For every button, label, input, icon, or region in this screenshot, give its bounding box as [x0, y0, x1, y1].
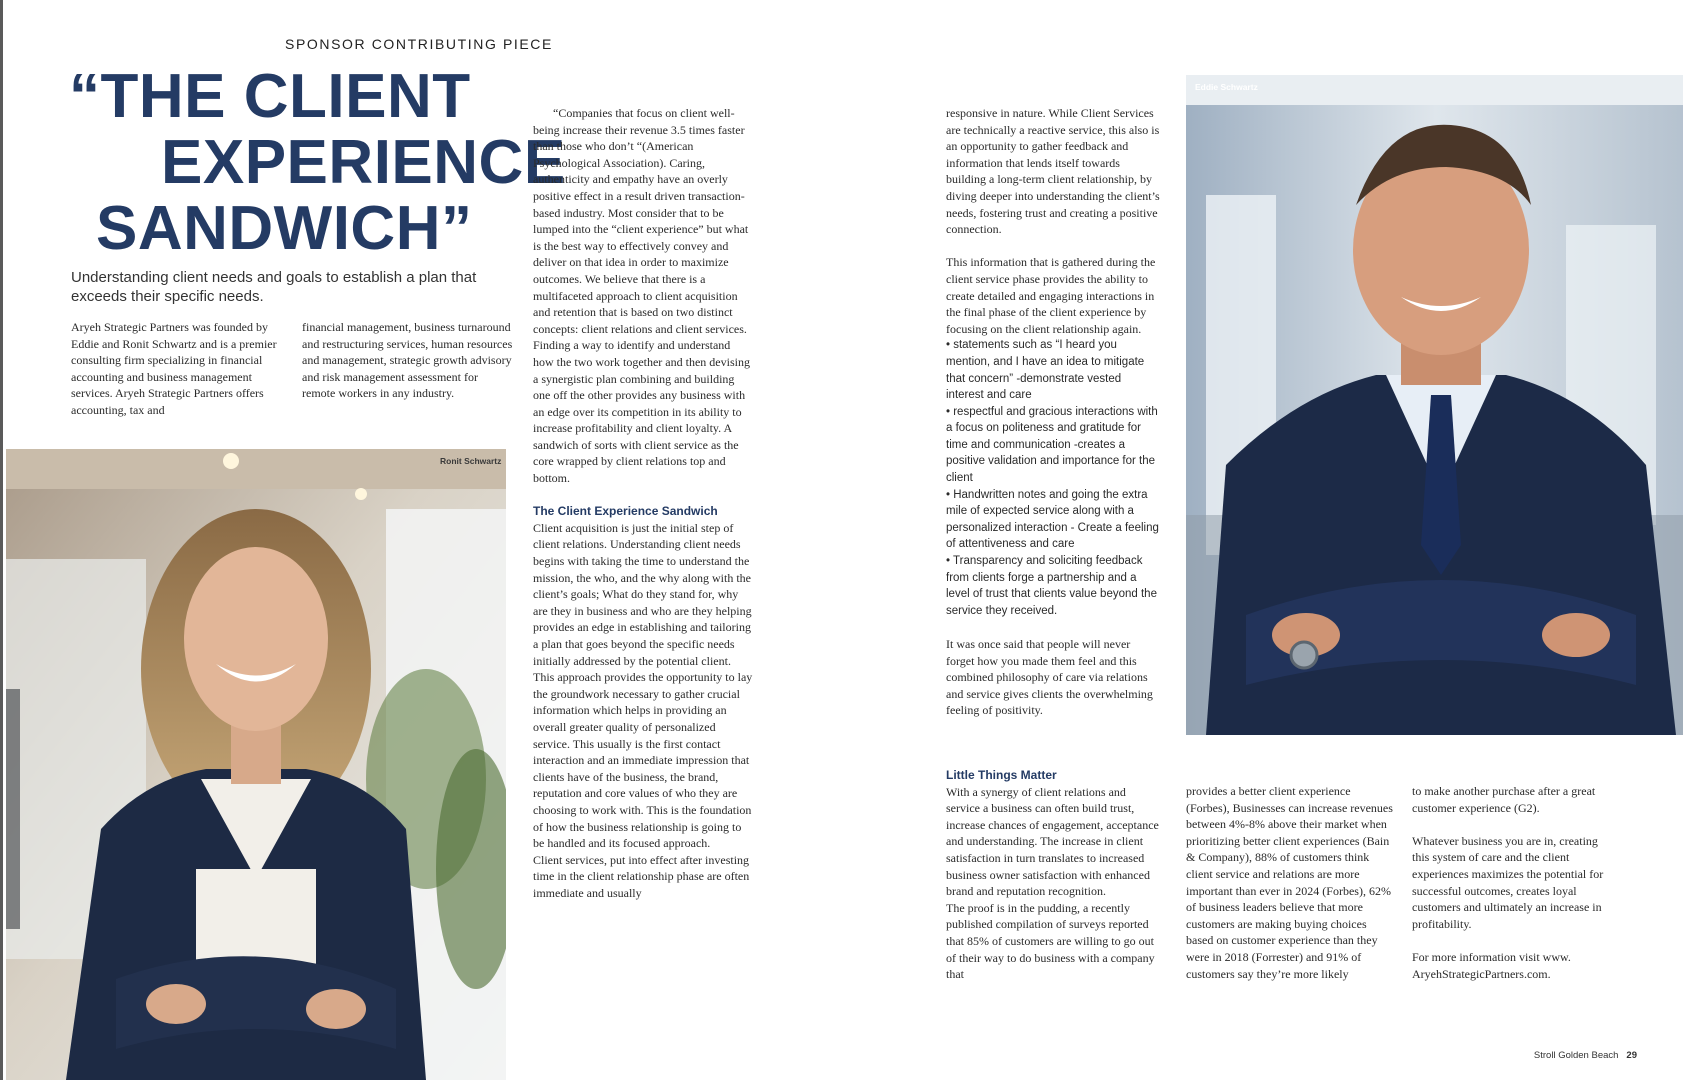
- bullet-list: [946, 337, 1161, 619]
- publication-name: Stroll Golden Beach: [1533, 1050, 1619, 1061]
- paragraph: For more information visit www. AryehStrategicPartners.com.: [1412, 949, 1571, 981]
- paragraph: to make another purchase after a great customer experience (G2).: [1412, 784, 1596, 815]
- article-column-1: [533, 105, 753, 902]
- section-subhead: Little Things Matter: [946, 768, 1057, 782]
- list-item: • Transparency and soliciting feedback from clients forge a partnership and a level of trust that clients value beyond the service they received.: [946, 555, 1157, 617]
- paragraph: This information that is gathered during the client service phase provides the ability to create detailed and engaging interactions in the final phase of the client experience by focusing on the client relationship again.: [946, 255, 1156, 336]
- ronit-photo-caption: Ronit Schwartz: [440, 456, 502, 466]
- sponsor-kicker: SPONSOR CONTRIBUTING PIECE: [285, 36, 553, 52]
- paragraph: Client services, put into effect after investing time in the client relationship phase are often immediate and usually: [533, 852, 750, 900]
- eddie-photo-caption: Eddie Schwartz: [1195, 82, 1258, 92]
- ronit-schwartz-photo: [6, 449, 506, 1080]
- headline-line-3: SANDWICH”: [96, 194, 473, 263]
- article-column-3: [1186, 783, 1396, 982]
- article-headline: [69, 62, 566, 263]
- paragraph: “Companies that focus on client well-being increase their revenue 3.5 times faster than those who don’t “(American Psychological Association). Caring, authenticity and empathy have an overly positive effect in a result driven transaction-based industry. Most consider that to be lumped into the “client experience” but what is the best way to effectively convey and deliver on that idea in order to maximize outcomes. We believe that there is a multifaceted approach to client acquisition and retention that is based on two distinct concepts: client relations and client services. Finding a way to identify and understand how the two work together and then devising a synergistic plan combining and building one off the other provides any business with an edge over its competition in its ability to increase profitability and client loyalty. A sandwich of sorts with client service as the core wrapped by client relations top and bottom.: [533, 106, 750, 486]
- article-column-4: [1412, 783, 1617, 982]
- article-subtitle: Understanding client needs and goals to establish a plan that exceeds their specific needs.: [71, 269, 477, 305]
- article-column-2-continued: [946, 767, 1161, 983]
- page-footer: [1534, 1050, 1637, 1061]
- list-item: • Handwritten notes and going the extra mile of expected service along with a personalized interaction - Create a feeling of attentiveness and care: [946, 488, 1159, 551]
- paragraph: It was once said that people will never forget how you made them feel and this combined philosophy of care via relations and service gives clients the overwhelming feeling of positivity.: [946, 637, 1153, 718]
- paragraph: The proof is in the pudding, a recently published compilation of surveys reported that 85% of customers are willing to go out of their way to do business with a company that: [946, 900, 1155, 982]
- eddie-schwartz-photo: [1186, 75, 1683, 735]
- headline-line-2: EXPERIENCE: [161, 128, 566, 197]
- paragraph: provides a better client experience (Forbes), Businesses can increase revenues between 4%-8% above their market when prioritizing better client experiences (Bain & Company), 88% of customers think client service and relations are more important than ever in 2024 (Forbes), 62% of business leaders believe that more customers are making buying choices based on customer experience than they were in 2018 (Forrester) and 91% of customers say they’re more likely: [1186, 784, 1393, 981]
- page-number: 29: [1626, 1050, 1637, 1061]
- article-column-2: [946, 105, 1161, 736]
- list-item: • statements such as “I heard you mention, and I have an idea to mitigate that concern” -demonstrate vested interest and care: [946, 339, 1145, 402]
- paragraph: Client acquisition is just the initial step of client relations. Understanding client needs begins with taking the time to understand the mission, the who, and the why along with the client’s goals; What do they stand for, why are they in business and who are they helping provides an edge in establishing and tailoring a plan that goes beyond the specific needs initially addressed by the potential client. This approach provides the opportunity to lay the groundwork necessary to gather crucial information which helps in providing an overall greater quality of personalized service. This usually is the first contact interaction and an immediate impression that clients have of the business, the brand, reputation and core values of who they are choosing to work with. This is the foundation of how the business relationship is going to be handled and its focused approach.: [533, 520, 753, 851]
- paragraph: responsive in nature. While Client Services are technically a reactive service, this also is an opportunity to gather feedback and information that lends itself towards building a long-term client relationship, by diving deeper into understanding the client’s needs, fostering trust and creating a positive connection.: [946, 106, 1160, 237]
- paragraph: Whatever business you are in, creating this system of care and the client experiences maximizes the potential for successful outcomes, creates loyal customers and ultimately an increase in profitability.: [1412, 833, 1604, 931]
- intro-column-1: Aryeh Strategic Partners was founded by Eddie and Ronit Schwartz and is a premier consulting firm specializing in financial accounting and business management services. Aryeh Strategic Partners offers accounting, tax and: [71, 320, 277, 417]
- headline-line-1: “THE CLIENT: [69, 62, 471, 131]
- section-subhead: The Client Experience Sandwich: [533, 504, 718, 519]
- paragraph: With a synergy of client relations and service a business can often build trust, increase chances of engagement, acceptance and understanding. The increase in client satisfaction in turn translates to increased business owner satisfaction with enhanced brand and reputation recognition.: [946, 784, 1159, 899]
- list-item: • respectful and gracious interactions with a focus on politeness and gratitude for time and communication -creates a positive validation and importance for the client: [946, 405, 1158, 485]
- intro-column-2: financial management, business turnaround and restructuring services, human resources and management, strategic growth advisory and risk management assessment for remote workers in any industry.: [302, 320, 513, 401]
